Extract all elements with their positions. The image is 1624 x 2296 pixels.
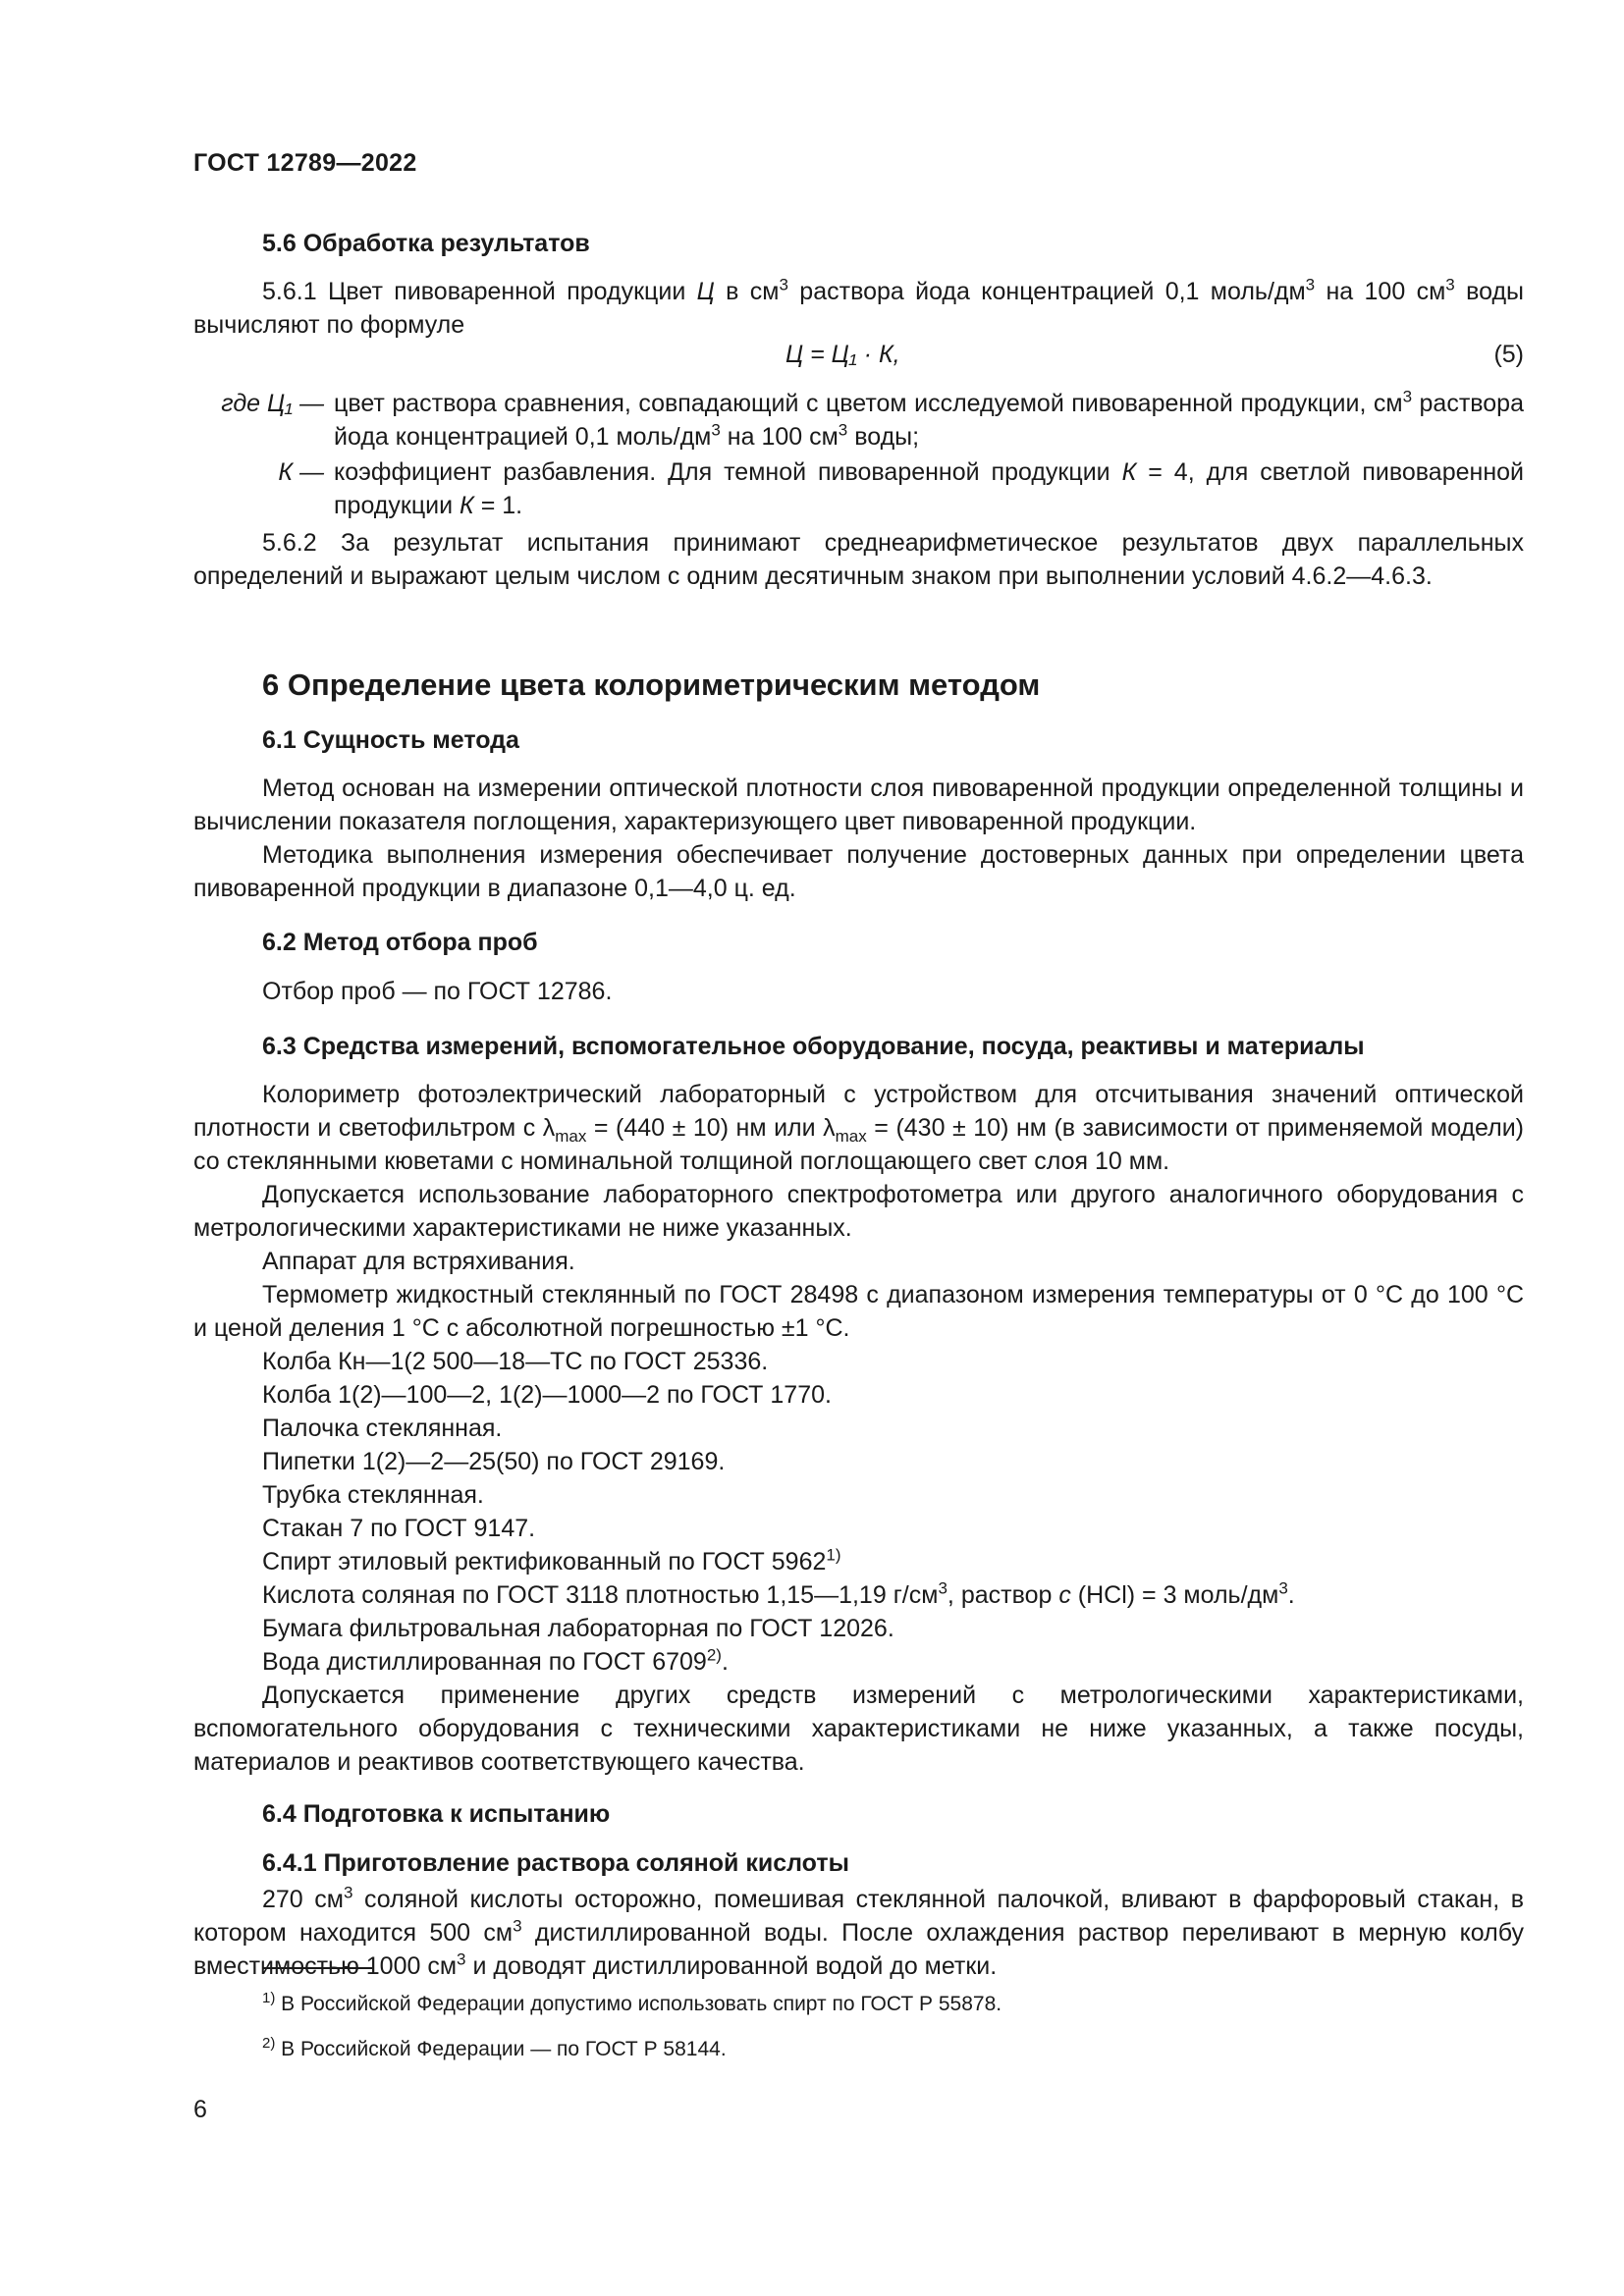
paragraph-6-2: Отбор проб — по ГОСТ 12786. (262, 978, 613, 1005)
section-6-2-title: 6.2 Метод отбора проб (262, 929, 538, 956)
list-item-flask: Колба 1(2)—100—2, 1(2)—1000—2 по ГОСТ 1770. (262, 1381, 832, 1409)
list-item-glass-rod: Палочка стеклянная. (262, 1415, 503, 1442)
list-item-filter-paper: Бумага фильтровальная лабораторная по ГОСТ 12026. (262, 1615, 894, 1642)
list-item-shaker: Аппарат для встряхивания. (262, 1248, 575, 1275)
list-item-flask-kn: Колба Кн—1(2 500—18—ТС по ГОСТ 25336. (262, 1348, 769, 1375)
where-symbol: где Ц₁ — (221, 390, 324, 417)
section-6-4-title: 6.4 Подготовка к испытанию (262, 1800, 611, 1828)
paragraph-5-6-2: 5.6.2 За результат испытания принимают среднеарифметическое результатов двух параллельных определений и выражают целым числом с одним десятичным знаком при выполнении условий 4.6.2—4.6.3. (193, 529, 1524, 590)
paragraph-6-1-1: Метод основан на измерении оптической плотности слоя пивоваренной продукции определенной толщины и вычислении показателя поглощения, характеризующего цвет пивоваренной продукции. (193, 774, 1524, 835)
list-item-glass-tube: Трубка стеклянная. (262, 1481, 484, 1509)
section-6-4-1-title: 6.4.1 Приготовление раствора соляной кислоты (262, 1849, 849, 1877)
list-item-ethanol: Спирт этиловый ректификованный по ГОСТ 5962$^{1)}$ (262, 1545, 841, 1575)
footnote-1: $^{1)}$ В Российской Федерации допустимо использовать спирт по ГОСТ Р 55878. (262, 1990, 1002, 2015)
footnote-divider (262, 1967, 372, 1969)
paragraph-6-1-2: Методика выполнения измерения обеспечивает получение достоверных данных при определении цвета пивоваренной продукции в диапазоне 0,1—4,0 ц. ед. (193, 841, 1524, 902)
list-item-hydrochloric-acid: Кислота соляная по ГОСТ 3118 плотностью 1,15—1,19 $г/см^3$, раствор c (HCl) = 3 моль/$дм^3$. (262, 1578, 1295, 1609)
page-number: 6 (193, 2096, 207, 2123)
paragraph-5-6-1: 5.6.1 Цвет пивоваренной продукции Ц в $см^3$ раствора йода концентрацией 0,1 моль/$дм^3$ на 100 $см^3$ воды вычисляют по формуле (193, 275, 1525, 339)
list-item-distilled-water: Вода дистиллированная по ГОСТ 6709$^{2)}$. (262, 1645, 729, 1676)
list-item-thermometer: Термометр жидкостный стеклянный по ГОСТ 28498 с диапазоном измерения температуры от 0 °С до 100 °С и ценой деления 1 °С с абсолютной погрешностью ±1 °С. (193, 1281, 1524, 1342)
section-6-1-title: 6.1 Сущность метода (262, 726, 519, 754)
footnote-2: $^{2)}$ В Российской Федерации — по ГОСТ Р 58144. (262, 2035, 727, 2060)
section-6-title: 6 Определение цвета колориметрическим методом (262, 667, 1041, 702)
where-description: цвет раствора сравнения, совпадающий с цветом исследуемой пивоваренной продукции, $см^3$ раствора йода концентрацией 0,1 моль/$дм^3$ на 100 $см^3$ воды; (334, 387, 1524, 451)
paragraph-colorimeter: Колориметр фотоэлектрический лабораторный с устройством для отсчитывания значений оптической плотности и светофильтром с $\lambda_{max} = (440 \pm 10)$ нм или $\lambda_{max} = (430 \pm 10)$ нм (в зависимости от применяемой модели) со стеклянными кюветами с номинальной толщиной поглощающего свет слоя 10 мм. (193, 1081, 1524, 1175)
where-description: коэффициент разбавления. Для темной пивоваренной продукции К = 4, для светлой пивоваренной продукции К = 1. (334, 458, 1524, 519)
section-6-3-title: 6.3 Средства измерений, вспомогательное оборудование, посуда, реактивы и материалы (262, 1033, 1365, 1060)
where-symbol: К — (278, 458, 324, 486)
formula-5: Ц = Ц₁ · К, (785, 341, 900, 368)
formula-number: (5) (1493, 341, 1524, 368)
paragraph-alternatives: Допускается применение других средств измерений с метрологическими характеристиками, вспомогательного оборудования с техническими характеристиками не ниже указанных, а также посуды, материалов и реактивов соответствующего качества. (193, 1682, 1524, 1776)
paragraph-6-4-1: 270 $см^3$ соляной кислоты осторожно, помешивая стеклянной палочкой, вливают в фарфоровый стакан, в котором находится 500 $см^3$ дистиллированной воды. После охлаждения раствор переливают в мерную колбу вместимостью 1000 $см^3$ и доводят дистиллированной водой до метки. (193, 1883, 1525, 1980)
paragraph-spectrophotometer: Допускается использование лабораторного спектрофотометра или другого аналогичного оборудования с метрологическими характеристиками не ниже указанных. (193, 1181, 1524, 1242)
list-item-pipettes: Пипетки 1(2)—2—25(50) по ГОСТ 29169. (262, 1448, 726, 1475)
section-5-6-title: 5.6 Обработка результатов (262, 230, 590, 257)
page-header: ГОСТ 12789—2022 (193, 149, 417, 177)
list-item-beaker: Стакан 7 по ГОСТ 9147. (262, 1515, 536, 1542)
